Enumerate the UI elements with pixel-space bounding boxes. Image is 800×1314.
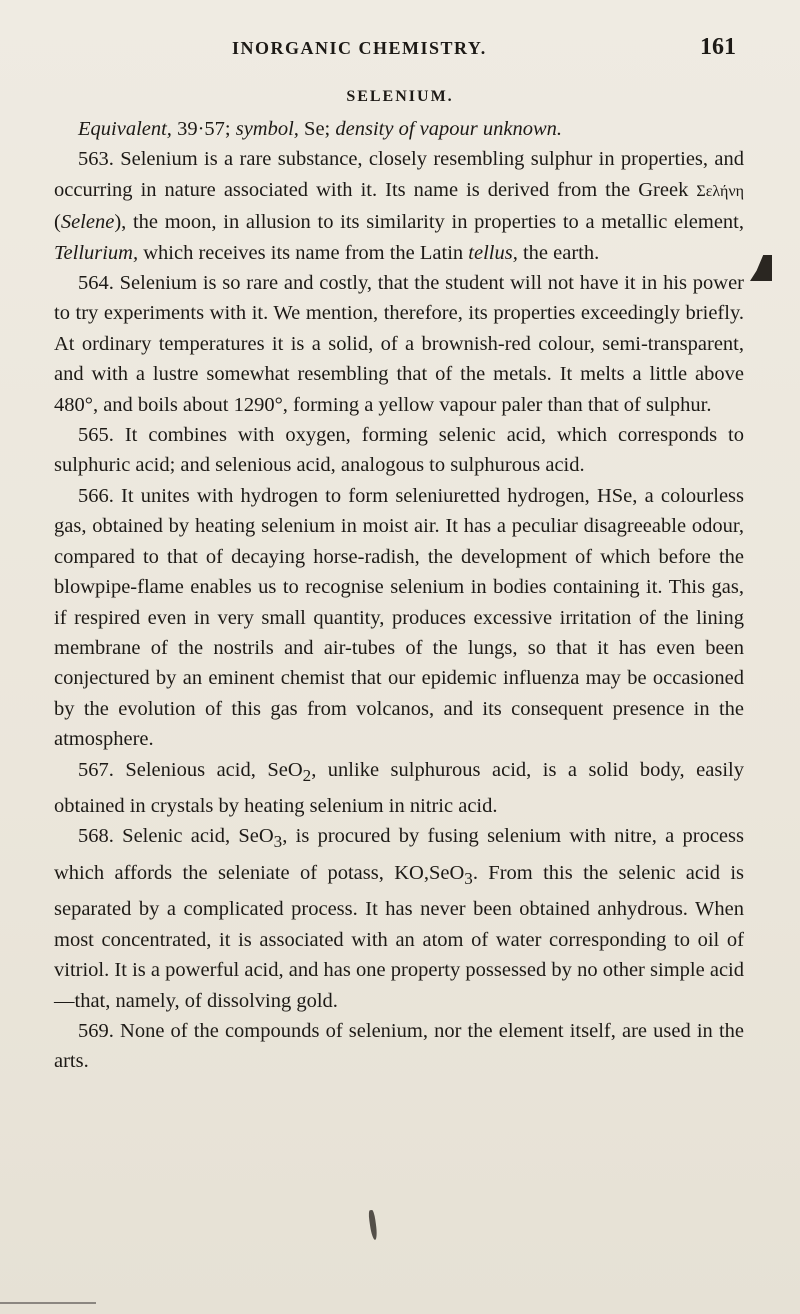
symbol-label: symbol, (235, 118, 299, 140)
section-title: SELENIUM. (346, 88, 454, 105)
density-label: density of vapour unknown. (335, 118, 562, 140)
paragraph-text: ), the moon, in allusion to its similarity in properties to a metallic element, (114, 211, 744, 234)
paragraph-number: 565. (78, 424, 114, 447)
subscript: 3 (273, 832, 283, 852)
paragraph-text: Selenic acid, SeO (113, 825, 274, 848)
paragraph-number: 566. (78, 484, 114, 507)
paragraph-number: 569. (78, 1020, 114, 1043)
paragraph-number: 567. (78, 758, 114, 781)
paragraph-text: Selenious acid, SeO (113, 758, 303, 781)
paragraph-text: It combines with oxygen, forming selenic acid, which corresponds to sulphuric acid; and selenious acid, analogous to sulphurous acid. (54, 424, 744, 477)
ink-blot (750, 255, 772, 281)
paragraph-568 (54, 821, 744, 1016)
paragraph-text: which receives its name from the Latin (138, 241, 469, 264)
subscript: 3 (464, 869, 473, 889)
paragraph-text: Selenium is a rare substance, closely resembling sulphur in properties, and occurring in nature associated with it. Its name is derived from the Greek (54, 148, 744, 201)
symbol-value: Se; (298, 118, 336, 140)
tellus-term: tellus, (468, 241, 518, 264)
paragraph-number: 563. (78, 148, 114, 171)
running-head (0, 34, 800, 68)
running-title: INORGANIC CHEMISTRY. (232, 38, 487, 58)
paragraph-563 (54, 144, 744, 268)
selene-term: Selene (60, 211, 115, 234)
tellurium-term: Tellurium, (54, 241, 139, 264)
paragraph-number: 568. (78, 825, 114, 848)
page-edge-line (0, 1302, 96, 1304)
element-summary (54, 114, 744, 144)
subscript: 2 (302, 765, 312, 785)
paragraph-text: None of the compounds of selenium, nor the element itself, are used in the arts. (54, 1020, 744, 1073)
paragraph-569 (54, 1016, 744, 1077)
paragraph-564 (54, 268, 744, 420)
paragraph-566 (54, 481, 744, 755)
equivalent-value: 39·57; (171, 118, 236, 140)
page-number: 161 (700, 34, 736, 60)
body-text (54, 114, 744, 1077)
paragraph-text: ( (54, 211, 61, 234)
equivalent-label: Equivalent, (78, 118, 172, 140)
greek-word: Σελήνη (696, 182, 744, 200)
paragraph-text: , is procured by fusing selenium with nitre, a process which affords the seleniate of potass, KO,SeO (54, 825, 744, 884)
paragraph-567 (54, 755, 744, 822)
paragraph-565 (54, 420, 744, 481)
paragraph-text: . From this the selenic acid is separated by a complicated process. It has never been obtained anhydrous. When most concentrated, it is associated with an atom of water corresponding to oil of vitriol. It is a powerful acid, and has one property possessed by no other simple acid—that, namely, of dissolving gold. (54, 861, 744, 1012)
paragraph-number: 564. (78, 272, 114, 295)
ink-mark (368, 1210, 378, 1241)
paragraph-text: It unites with hydrogen to form seleniuretted hydrogen, HSe, a colourless gas, obtained by heating selenium in moist air. It has a peculiar disagreeable odour, compared to that of decaying horse-radish, the development of which before the blowpipe-flame enables us to recognise selenium in bodies containing it. This gas, if respired even in very small quantity, produces excessive irritation of the lining membrane of the nostrils and air-tubes of the lungs, so that it has even been conjectured by an eminent chemist that our epidemic influenza may be occasioned by the evolution of this gas from volcanos, and its consequent presence in the atmosphere. (54, 484, 744, 751)
paragraph-text: , unlike sulphurous acid, is a solid body, easily obtained in crystals by heating selenium in nitric acid. (54, 758, 744, 818)
paragraph-text: the earth. (517, 241, 600, 264)
paragraph-text: Selenium is so rare and costly, that the student will not have it in his power to try experiments with it. We mention, therefore, its properties exceedingly briefly. At ordinary temperatures it is a solid, of a brownish-red colour, semi-transparent, and with a lustre somewhat resembling that of the metals. It melts a little above 480°, and boils about 1290°, forming a yellow vapour paler than that of sulphur. (54, 272, 744, 416)
